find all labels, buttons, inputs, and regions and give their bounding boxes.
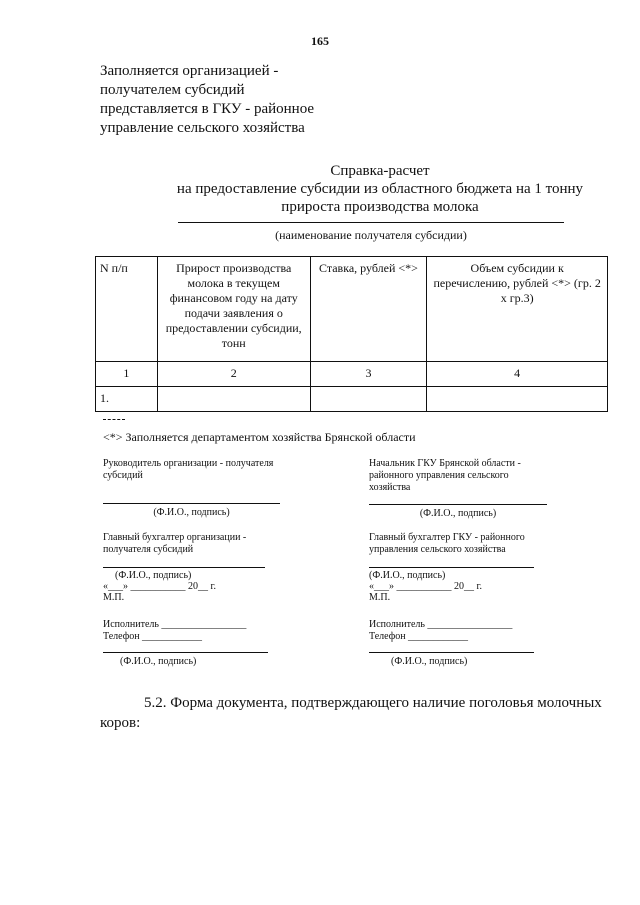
table-header-row (96, 257, 608, 362)
calculation-table (95, 256, 608, 412)
left-head-signature-line (103, 503, 280, 504)
section-heading: 5.2. Форма документа, подтверждающего наличие поголовья молочных коров: (100, 695, 602, 731)
right-executor-field: Исполнитель _________________ (369, 619, 513, 630)
signature-title-line: районного управления сельского (369, 470, 509, 481)
intro-note (100, 62, 314, 138)
right-head-signature-line (369, 504, 547, 505)
table-header-cell: Ставка, рублей <*> (310, 257, 427, 362)
table-cell[interactable] (310, 387, 427, 412)
left-accountant-title (103, 532, 246, 556)
left-accountant-signature-caption: (Ф.И.О., подпись) (115, 570, 192, 581)
table-column-numbers-row (96, 362, 608, 387)
left-head-title (103, 458, 273, 482)
table-cell[interactable] (157, 387, 310, 412)
signature-title-line: Начальник ГКУ Брянской области - (369, 458, 521, 469)
table-row (96, 387, 608, 412)
column-number-cell: 2 (157, 362, 310, 387)
left-executor-signature-caption: (Ф.И.О., подпись) (120, 656, 197, 667)
right-head-title (369, 458, 521, 494)
left-seal-label: М.П. (103, 592, 125, 603)
left-head-signature-caption: (Ф.И.О., подпись) (153, 507, 230, 518)
left-phone-field: Телефон ____________ (103, 631, 203, 642)
right-seal-label: М.П. (369, 592, 391, 603)
right-date-field: «___» ___________ 20__ г. (369, 581, 482, 592)
column-number-cell: 4 (427, 362, 608, 387)
recipient-caption: (наименование получателя субсидии) (275, 228, 467, 242)
signature-title-line: Главный бухгалтер организации - (103, 532, 247, 543)
intro-line: получателем субсидий (100, 82, 245, 98)
table-header-cell: Прирост производства молока в текущем финансовом году на дату подачи заявления о предоставлении субсидии, тонн (157, 257, 310, 362)
signature-title-line: субсидий (103, 470, 143, 481)
left-date-field: «___» ___________ 20__ г. (103, 581, 216, 592)
right-executor-signature-caption: (Ф.И.О., подпись) (391, 656, 468, 667)
intro-line: представляется в ГКУ - районное (100, 101, 315, 117)
left-executor-signature-line (103, 652, 268, 653)
recipient-name-line (178, 222, 564, 223)
title-line: прироста производства молока (281, 199, 479, 215)
signature-title-line: получателя субсидий (103, 544, 194, 555)
intro-line: управление сельского хозяйства (100, 120, 305, 136)
right-accountant-title (369, 532, 525, 556)
footnote: <*> Заполняется департаментом хозяйства Брянской области (103, 430, 416, 444)
title-line: на предоставление субсидии из областного бюджета на 1 тонну (176, 181, 584, 197)
intro-line: Заполняется организацией - (100, 63, 279, 79)
page-number: 165 (311, 34, 329, 48)
right-accountant-signature-line (369, 567, 534, 568)
table-header-cell: Объем субсидии к перечислению, рублей <*> (гр. 2 х гр.3) (427, 257, 608, 362)
right-phone-field: Телефон ____________ (369, 631, 469, 642)
right-head-signature-caption: (Ф.И.О., подпись) (419, 508, 497, 519)
table-cell[interactable] (427, 387, 608, 412)
table-cell[interactable]: 1. (96, 387, 158, 412)
table-header-cell: N п/п (96, 257, 158, 362)
footnote-separator (103, 419, 125, 420)
title-line: Справка-расчет (330, 163, 430, 179)
right-accountant-signature-caption: (Ф.И.О., подпись) (369, 570, 446, 581)
left-executor-field: Исполнитель _________________ (103, 619, 247, 630)
signature-title-line: Главный бухгалтер ГКУ - районного (369, 532, 525, 543)
document-title (150, 162, 610, 216)
left-accountant-signature-line (103, 567, 265, 568)
signature-title-line: хозяйства (369, 482, 411, 493)
right-executor-signature-line (369, 652, 534, 653)
signature-title-line: управления сельского хозяйства (369, 544, 506, 555)
column-number-cell: 1 (96, 362, 158, 387)
signature-title-line: Руководитель организации - получателя (103, 458, 274, 469)
column-number-cell: 3 (310, 362, 427, 387)
